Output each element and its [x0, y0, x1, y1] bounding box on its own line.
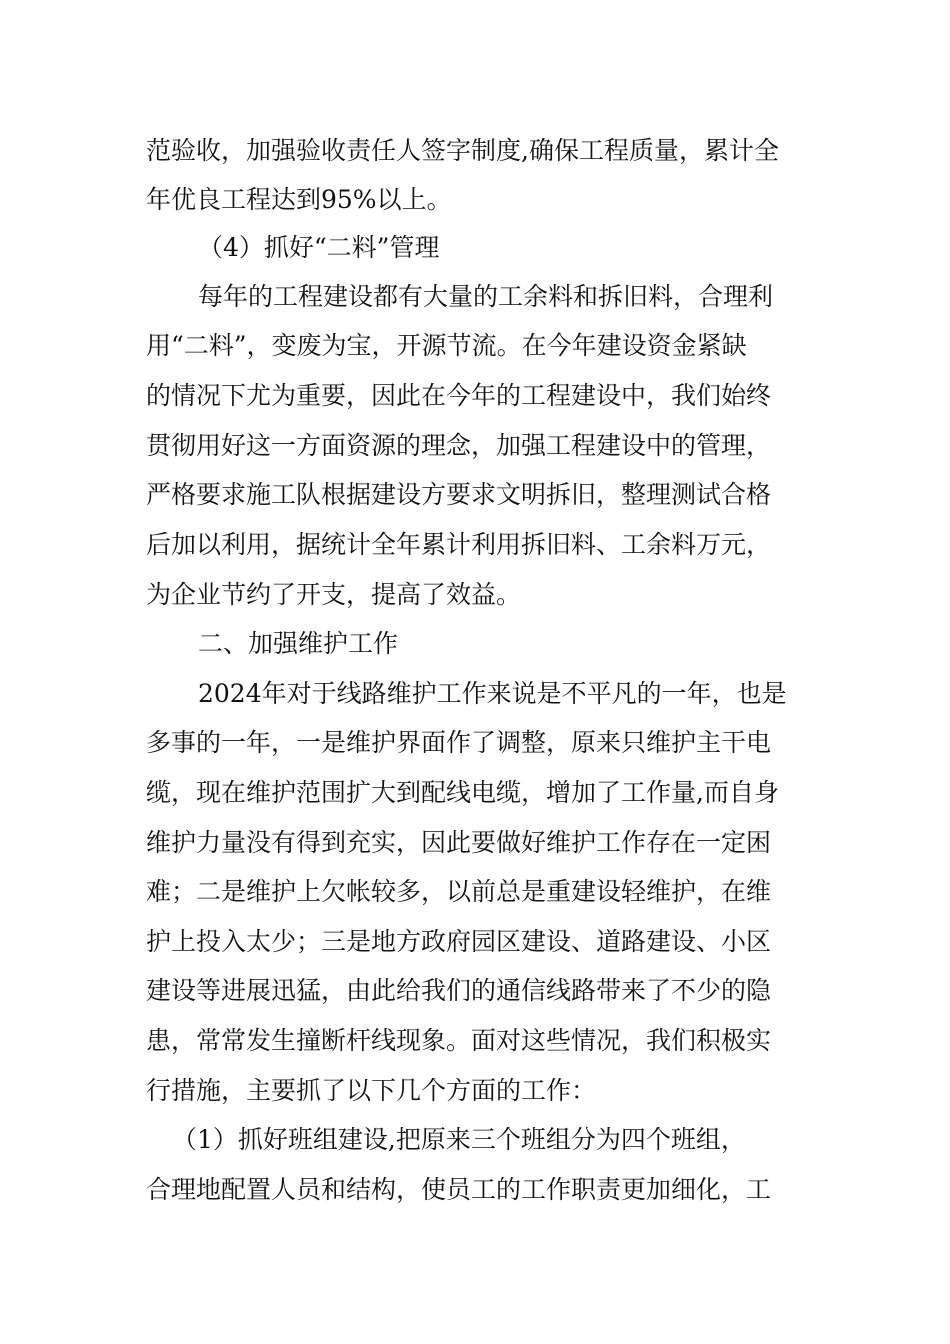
text-line: 的情况下尤为重要，因此在今年的工程建设中，我们始终 — [146, 381, 772, 410]
text-line: 合理地配置人员和结构，使员工的工作职责更加细化，工 — [146, 1175, 772, 1204]
paragraph-first-line: 每年的工程建设都有大量的工余料和拆旧料，合理利 — [198, 282, 774, 311]
text-line: 年优良工程达到95%以上。 — [146, 185, 452, 214]
paragraph-first-line: 2024年对于线路维护工作来说是不平凡的一年，也是 — [198, 679, 787, 708]
list-item-heading: （1）抓好班组建设,把原来三个班组分为四个班组， — [172, 1125, 746, 1154]
text-line: 缆，现在维护范围扩大到配线电缆，增加了工作量,而自身 — [146, 778, 779, 807]
text-line: 用“二料”，变废为宝，开源节流。在今年建设资金紧缺 — [146, 331, 747, 360]
text-line: 行措施，主要抓了以下几个方面的工作： — [146, 1076, 597, 1105]
text-line: 范验收，加强验收责任人签字制度,确保工程质量，累计全 — [146, 136, 779, 165]
text-line: 难；二是维护上欠帐较多，以前总是重建设轻维护，在维 — [146, 877, 772, 906]
text-line: 后加以利用，据统计全年累计利用拆旧料、工余料万元， — [146, 530, 772, 559]
text-line: 患，常常发生撞断杆线现象。面对这些情况，我们积极实 — [146, 1026, 772, 1055]
text-line: 严格要求施工队根据建设方要求文明拆旧，整理测试合格 — [146, 480, 772, 509]
text-line: 维护力量没有得到充实，因此要做好维护工作存在一定困 — [146, 828, 772, 857]
text-line: 贯彻用好这一方面资源的理念，加强工程建设中的管理， — [146, 431, 772, 460]
text-line: 为企业节约了开支，提高了效益。 — [146, 580, 522, 609]
text-line: 建设等进展迅猛，由此给我们的通信线路带来了不少的隐 — [146, 976, 772, 1005]
section-heading: 二、加强维护工作 — [198, 629, 399, 658]
text-line: 护上投入太少；三是地方政府园区建设、道路建设、小区 — [146, 927, 772, 956]
section-heading: （4）抓好“二料”管理 — [198, 233, 440, 262]
text-line: 多事的一年，一是维护界面作了调整，原来只维护主干电 — [146, 728, 772, 757]
